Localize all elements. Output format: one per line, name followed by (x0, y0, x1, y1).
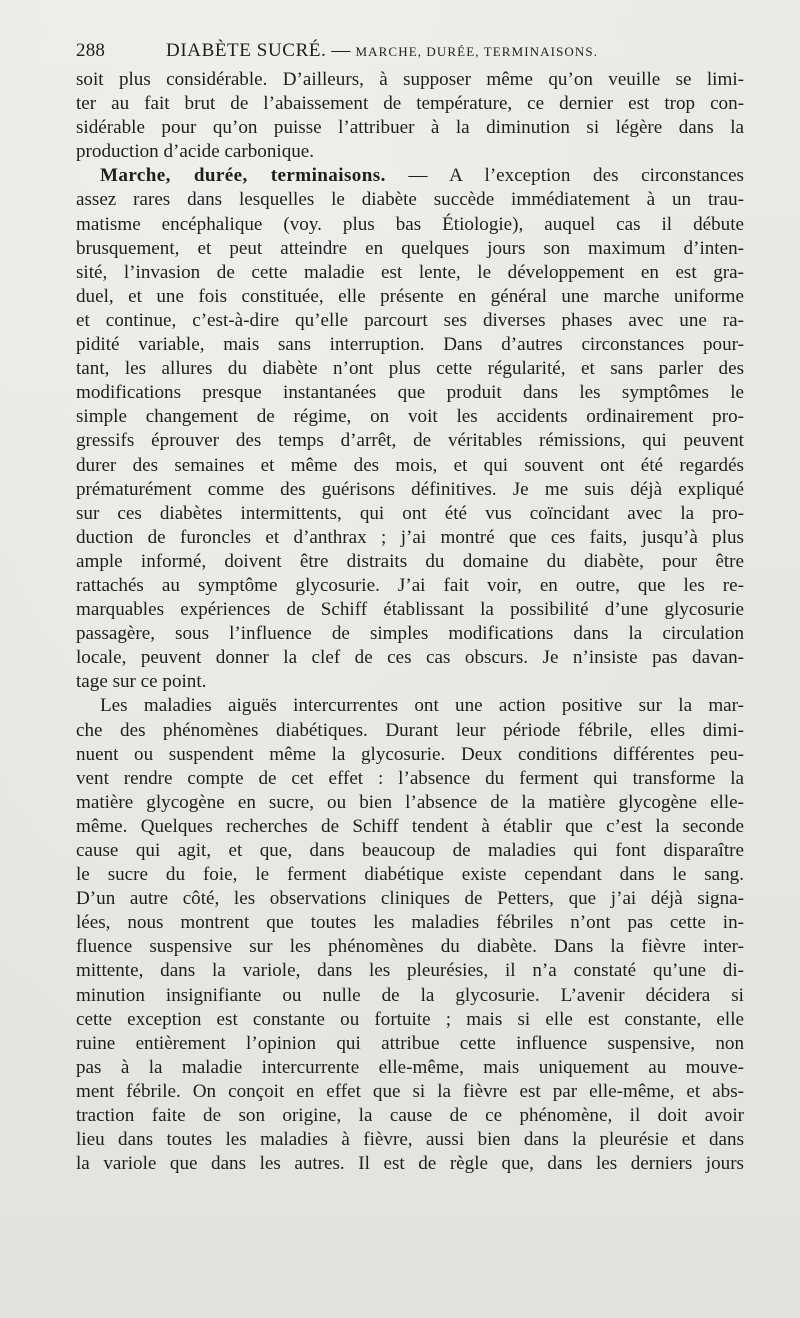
body-text (76, 68, 744, 1176)
text-line: sidérable pour qu’on puisse l’attribuer à la diminution si légère dans la (76, 117, 744, 139)
text-line: che des phénomènes diabétiques. Durant leur période fébrile, elles dimi- (76, 719, 744, 741)
section-heading-dash: — (408, 165, 428, 187)
text-line: cause qui agit, et que, dans beaucoup de maladies qui font disparaître (76, 840, 744, 861)
section-heading-rest: A l’exception des circonstances (449, 165, 744, 187)
text-line: la variole que dans les autres. Il est de règle que, dans les derniers jours (76, 1153, 744, 1175)
page-number: 288 (76, 40, 106, 61)
text-line: passagère, sous l’influence de simples modifications dans la circulation (76, 623, 744, 645)
text-line: assez rares dans lesquelles le diabète succède immédiatement à un trau- (76, 189, 744, 211)
text-line: le sucre du foie, le ferment diabétique existe cependant dans le sang. (76, 864, 744, 886)
text-line: pidité variable, mais sans interruption. Dans d’autres circonstances pour- (76, 334, 744, 356)
text-line: rattachés au symptôme glycosurie. J’ai fait voir, en outre, que les re- (76, 574, 744, 596)
text-line: durer des semaines et même des mois, et qui souvent ont été regardés (76, 454, 744, 476)
running-header (76, 40, 744, 62)
text-line: traction faite de son origine, la cause de ce phénomène, il doit avoir (76, 1105, 744, 1127)
section-heading-line (76, 164, 744, 188)
text-line: simple changement de régime, on voit les accidents ordinairement pro- (76, 406, 744, 428)
text-line: prématurément comme des guérisons définitives. Je me suis déjà expliqué (76, 478, 744, 500)
text-line: sité, l’invasion de cette maladie est lente, le développement en est gra- (76, 261, 744, 283)
running-head (166, 40, 744, 62)
text-line: et continue, c’est-à-dire qu’elle parcourt ses diverses phases avec une ra- (76, 309, 744, 331)
text-line: tant, les allures du diabète n’ont plus cette régularité, et sans parler des (76, 358, 744, 380)
running-head-dash: — (331, 40, 351, 61)
text-line: lées, nous montrent que toutes les maladies fébriles n’ont pas cette in- (76, 912, 744, 934)
text-line: même. Quelques recherches de Schiff tendent à établir que c’est la seconde (76, 815, 744, 837)
text-line: matière glycogène en sucre, ou bien l’absence de la matière glycogène elle- (76, 791, 744, 813)
text-line: nuent ou suspendent même la glycosurie. Deux conditions différentes peu- (76, 743, 744, 765)
text-line: sur ces diabètes intermittents, qui ont été vus coïncidant avec la pro- (76, 502, 744, 524)
text-line: ter au fait brut de l’abaissement de température, ce dernier est trop con- (76, 93, 744, 115)
text-line: D’un autre côté, les observations cliniques de Petters, que j’ai déjà signa- (76, 888, 744, 910)
running-head-title: DIABÈTE SUCRÉ. (166, 40, 327, 61)
text-line: fluence suspensive sur les phénomènes du diabète. Dans la fièvre inter- (76, 936, 744, 958)
text-line: marquables expériences de Schiff établissant la possibilité d’une glycosurie (76, 599, 744, 621)
text-line: ment fébrile. On conçoit en effet que si la fièvre est par elle-même, et abs- (76, 1080, 744, 1102)
text-line: duction de furoncles et d’anthrax ; j’ai montré que ces faits, jusqu’à plus (76, 526, 744, 548)
text-line: tage sur ce point. (76, 671, 207, 693)
text-line: vent rendre compte de cet effet : l’absence du ferment qui transforme la (76, 767, 744, 789)
text-line: production d’acide carbonique. (76, 141, 315, 163)
text-line: modifications presque instantanées que produit dans les symptômes le (76, 382, 744, 404)
text-line: soit plus considérable. D’ailleurs, à supposer même qu’on veuille se limi- (76, 69, 744, 90)
text-line: pas à la maladie intercurrente elle-même, mais uniquement au mouve- (76, 1056, 744, 1078)
text-line: matisme encéphalique (voy. plus bas Étiologie), auquel cas il débute (76, 213, 744, 235)
text-line: brusquement, et peut atteindre en quelques jours son maximum d’inten- (76, 237, 744, 259)
text-line: lieu dans toutes les maladies à fièvre, aussi bien dans la pleurésie et dans (76, 1129, 744, 1151)
text-line: duel, et une fois constituée, elle présente en général une marche uniforme (76, 285, 744, 307)
section-heading: Marche, durée, terminaisons. (100, 165, 386, 187)
text-line: Les maladies aiguës intercurrentes ont une action positive sur la mar- (100, 695, 744, 717)
running-head-section: MARCHE, DURÉE, TERMINAISONS. (355, 44, 599, 59)
text-line: minution insignifiante ou nulle de la glycosurie. L’avenir décidera si (76, 984, 744, 1006)
text-line: ample informé, doivent être distraits du domaine du diabète, pour être (76, 550, 744, 572)
text-line: ruine entièrement l’opinion qui attribue cette influence suspensive, non (76, 1032, 744, 1054)
text-line: mittente, dans la variole, dans les pleurésies, il n’a constaté qu’une di- (76, 960, 744, 982)
text-line: cette exception est constante ou fortuite ; mais si elle est constante, elle (76, 1008, 744, 1030)
text-line: locale, peuvent donner la clef de ces cas obscurs. Je n’insiste pas davan- (76, 647, 744, 669)
text-line: gressifs éprouver des temps d’arrêt, de véritables rémissions, qui peuvent (76, 430, 744, 452)
